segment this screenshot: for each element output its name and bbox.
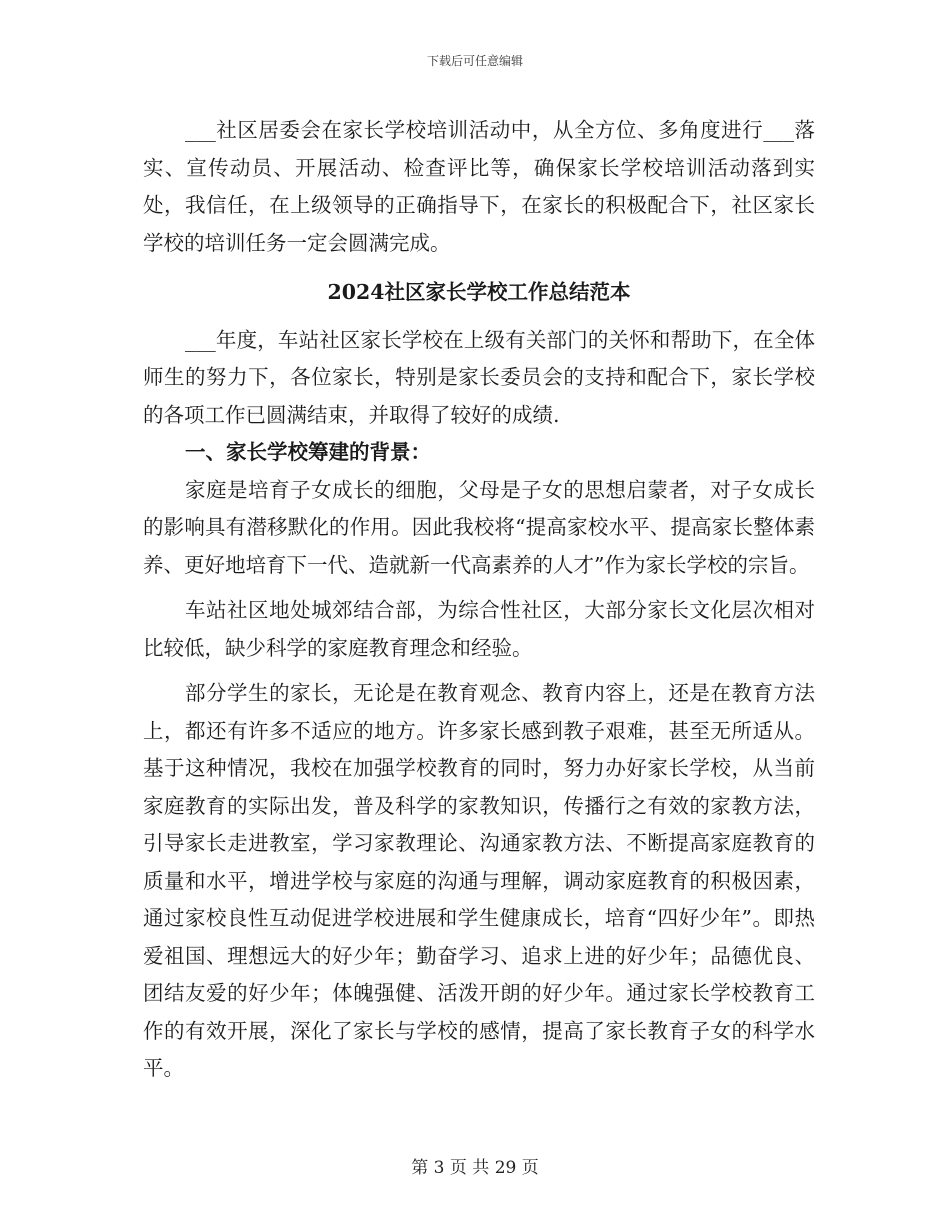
- section-paragraph-1: 家庭是培育子女成长的细胞，父母是子女的思想启蒙者，对子女成长的影响具有潜移默化的作用。因此我校将“提高家校水平、提高家长整体素养、更好地培育下一代、造就新一代高素养的人才”作为家长学校的宗旨。: [143, 477, 815, 577]
- document-title: 2024社区家长学校工作总结范本: [327, 280, 631, 304]
- section-paragraph-3: 部分学生的家长，无论是在教育观念、教育内容上，还是在教育方法上，都还有许多不适应的地方。许多家长感到教子艰难，甚至无所适从。基于这种情况，我校在加强学校教育的同时，努力办好家长学校，从当前家庭教育的实际出发，普及科学的家教知识，传播行之有效的家教方法，引导家长走进教室，学习家教理论、沟通家教方法、不断提高家庭教育的质量和水平，增进学校与家庭的沟通与理解，调动家庭教育的积极因素，通过家校良性互动促进学校进展和学生健康成长，培育“四好少年”。即热爱祖国、理想远大的好少年；勤奋学习、追求上进的好少年；品德优良、团结友爱的好少年；体魄强健、活泼开朗的好少年。通过家长学校教育工作的有效开展，深化了家长与学校的感情，提高了家长教育子女的科学水平。: [143, 681, 815, 1080]
- section-heading: 一、家长学校筹建的背景：: [185, 440, 431, 464]
- document-body: [143, 112, 815, 1088]
- body-paragraph-1: ___年度，车站社区家长学校在上级有关部门的关怀和帮助下，在全体师生的努力下，各位家长，特别是家长委员会的支持和配合下，家长学校的各项工作已圆满结束，并取得了较好的成绩.: [143, 327, 815, 427]
- intro-paragraph: ___社区居委会在家长学校培训活动中，从全方位、多角度进行___落实、宣传动员、开展活动、检查评比等，确保家长学校培训活动落到实处，我信任，在上级领导的正确指导下，在家长的积极配合下，社区家长学校的培训任务一定会圆满完成。: [143, 118, 815, 255]
- page-header-note: 下载后可任意编辑: [426, 54, 523, 68]
- page-footer: 第 3 页 共 29 页: [411, 1158, 539, 1178]
- section-paragraph-2: 车站社区地处城郊结合部，为综合性社区，大部分家长文化层次相对比较低，缺少科学的家庭教育理念和经验。: [143, 598, 815, 660]
